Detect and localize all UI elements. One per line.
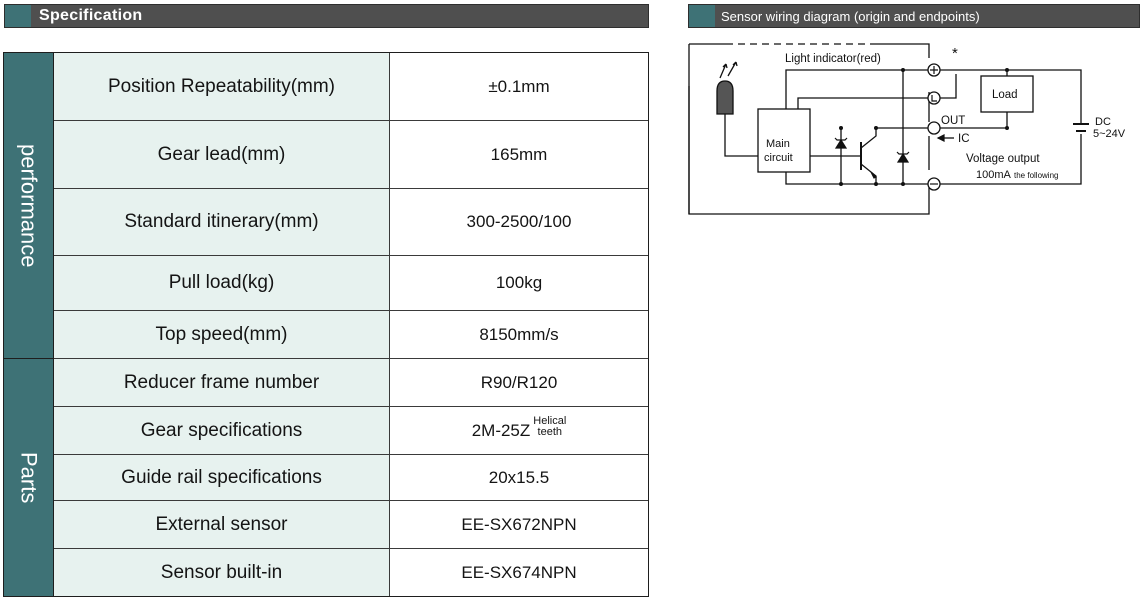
row-label: Top speed(mm) [54,311,390,359]
row-value: 100kg [390,256,648,311]
main-circuit-label-2: circuit [764,152,793,164]
header-accent [5,5,31,27]
row-value-gear-spec [390,407,648,455]
junction-dot [901,182,905,186]
main-circuit-label-1: Main [766,138,790,150]
junction-dot [839,126,843,130]
zener-right [898,154,908,162]
junction-dot [901,68,905,72]
led-arrow-2 [728,62,737,76]
junction-dot [1005,126,1009,130]
ic-label: IC [958,133,970,145]
row-label: Sensor built-in [54,549,390,596]
led-arrow-1 [720,64,727,78]
terminal-l [928,92,940,104]
junction-dot [874,182,878,186]
row-value: R90/R120 [390,359,648,407]
group-parts-label: Parts [16,451,42,504]
led-body [717,81,733,114]
zener-left [836,140,846,148]
current-label: 100mA [976,169,1011,181]
row-value: 20x15.5 [390,455,648,501]
led-wire [725,114,758,156]
helical-note-top: Helical [533,414,567,427]
row-value: EE-SX674NPN [390,549,648,596]
transistor-collector [861,128,876,148]
wire-l-ext [939,74,956,98]
row-label: Reducer frame number [54,359,390,407]
row-value: EE-SX672NPN [390,501,648,549]
junction-dot [1005,68,1009,72]
helical-note-bottom: teeth [537,425,563,438]
specification-title: Specification [39,7,143,24]
light-indicator-label: Light indicator(red) [785,53,881,65]
junction-dot [839,182,843,186]
header-accent [689,5,715,27]
group-performance [4,53,54,359]
row-label: Pull load(kg) [54,256,390,311]
dc-label: DC [1095,116,1111,128]
terminal-out [928,122,940,134]
sensor-wiring-diagram [686,36,1126,222]
row-label: Gear lead(mm) [54,121,390,189]
wire-supply [786,70,929,109]
row-label: Position Repeatability(mm) [54,53,390,121]
group-parts [4,359,54,596]
specification-header [4,4,649,28]
out-label: OUT [941,115,966,127]
group-performance-label: performance [16,143,42,268]
row-value: 300-2500/100 [390,189,648,256]
wiring-diagram-title: Sensor wiring diagram (origin and endpoints) [721,8,980,24]
gear-spec-value: 2M-25Z [471,420,531,440]
specification-table [3,52,649,597]
row-value: 8150mm/s [390,311,648,359]
row-value: 165mm [390,121,648,189]
voltage-output-label: Voltage output [966,153,1040,165]
wire-ground [786,172,929,184]
asterisk: * [952,45,958,62]
helical-teeth-note [533,416,566,438]
current-suffix-label: the following [1014,171,1059,180]
load-label: Load [992,89,1018,101]
row-label: Standard itinerary(mm) [54,189,390,256]
row-label: External sensor [54,501,390,549]
row-value: ±0.1mm [390,53,648,121]
junction-dot [874,126,878,130]
row-label: Gear specifications [54,407,390,455]
ic-arrowhead [938,135,944,141]
dc-range-label: 5~24V [1093,128,1126,140]
wire-l [798,98,929,109]
wiring-diagram-header [688,4,1140,28]
row-label: Guide rail specifications [54,455,390,501]
